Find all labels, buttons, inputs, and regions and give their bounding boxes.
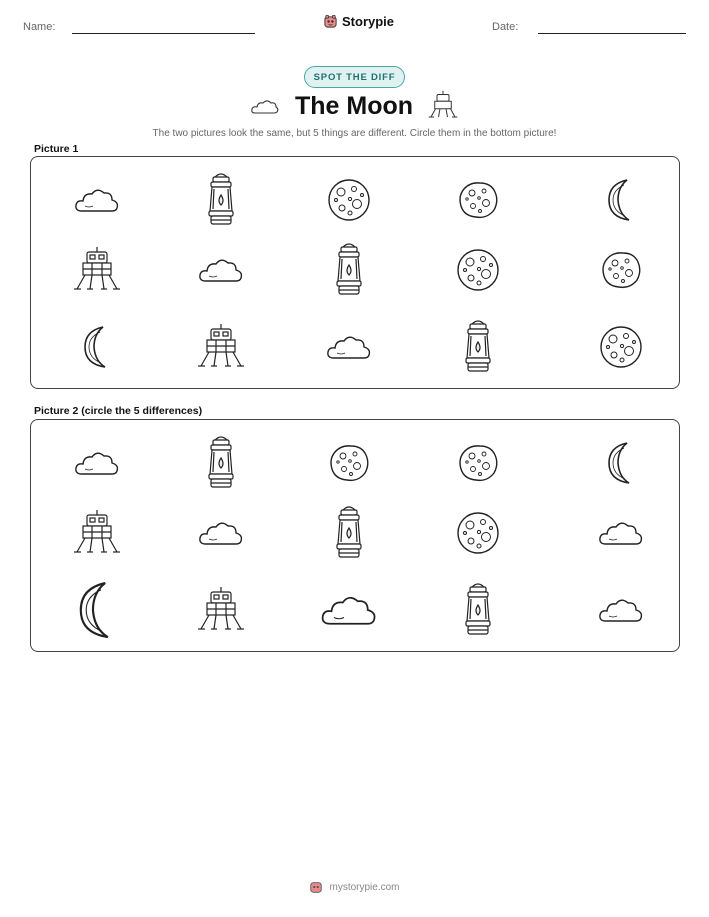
picture2-panel[interactable] bbox=[30, 419, 680, 652]
picture1-panel bbox=[30, 156, 680, 389]
picture2-label: Picture 2 (circle the 5 differences) bbox=[34, 405, 203, 417]
moon-icon bbox=[598, 324, 644, 375]
cloud-icon bbox=[73, 184, 121, 221]
footer-site: mystorypie.com bbox=[329, 881, 400, 893]
crescent-icon[interactable] bbox=[70, 579, 124, 646]
cloud-icon[interactable] bbox=[73, 447, 121, 484]
cloud-icon[interactable] bbox=[597, 594, 645, 631]
crescent-icon bbox=[77, 324, 117, 375]
cloud-icon[interactable] bbox=[197, 517, 245, 554]
crescent-icon bbox=[601, 177, 641, 228]
title-lander-icon bbox=[427, 90, 459, 120]
lantern-icon bbox=[331, 241, 367, 304]
brand-name: Storypie bbox=[342, 14, 395, 29]
brand-logo bbox=[323, 14, 394, 29]
lander-icon bbox=[73, 246, 121, 299]
moon-icon[interactable] bbox=[455, 510, 501, 561]
instructions: The two pictures look the same, but 5 things are different. Circle them in the bottom picture! bbox=[152, 128, 557, 139]
cloud-icon bbox=[197, 254, 245, 291]
date-line[interactable] bbox=[538, 33, 686, 34]
page-title: The Moon bbox=[295, 92, 414, 120]
storypie-mascot-icon bbox=[323, 14, 338, 29]
moon-icon bbox=[455, 247, 501, 298]
lantern-icon bbox=[203, 171, 239, 234]
moon-icon bbox=[326, 177, 372, 228]
cloud-icon[interactable] bbox=[597, 517, 645, 554]
cloud-icon bbox=[325, 331, 373, 368]
name-line[interactable] bbox=[72, 33, 255, 34]
lander-icon[interactable] bbox=[197, 586, 245, 639]
lantern-icon bbox=[460, 318, 496, 381]
date-label: Date: bbox=[492, 21, 519, 33]
lantern-icon[interactable] bbox=[331, 504, 367, 567]
lantern-icon[interactable] bbox=[203, 434, 239, 497]
lander-icon bbox=[197, 323, 245, 376]
crescent-icon[interactable] bbox=[601, 440, 641, 491]
asteroid-icon bbox=[599, 249, 643, 296]
asteroid-icon[interactable] bbox=[456, 442, 500, 489]
spot-the-diff-badge: SPOT THE DIFF bbox=[304, 66, 405, 88]
footer-mascot-icon bbox=[309, 880, 323, 894]
picture1-label: Picture 1 bbox=[34, 143, 79, 155]
lander-icon[interactable] bbox=[73, 509, 121, 562]
title-cloud-icon bbox=[250, 97, 280, 117]
lantern-icon[interactable] bbox=[460, 581, 496, 644]
cloud-icon[interactable] bbox=[319, 590, 379, 635]
asteroid-icon bbox=[456, 179, 500, 226]
footer bbox=[0, 880, 709, 894]
asteroid-icon[interactable] bbox=[327, 442, 371, 489]
name-label: Name: bbox=[23, 21, 56, 33]
